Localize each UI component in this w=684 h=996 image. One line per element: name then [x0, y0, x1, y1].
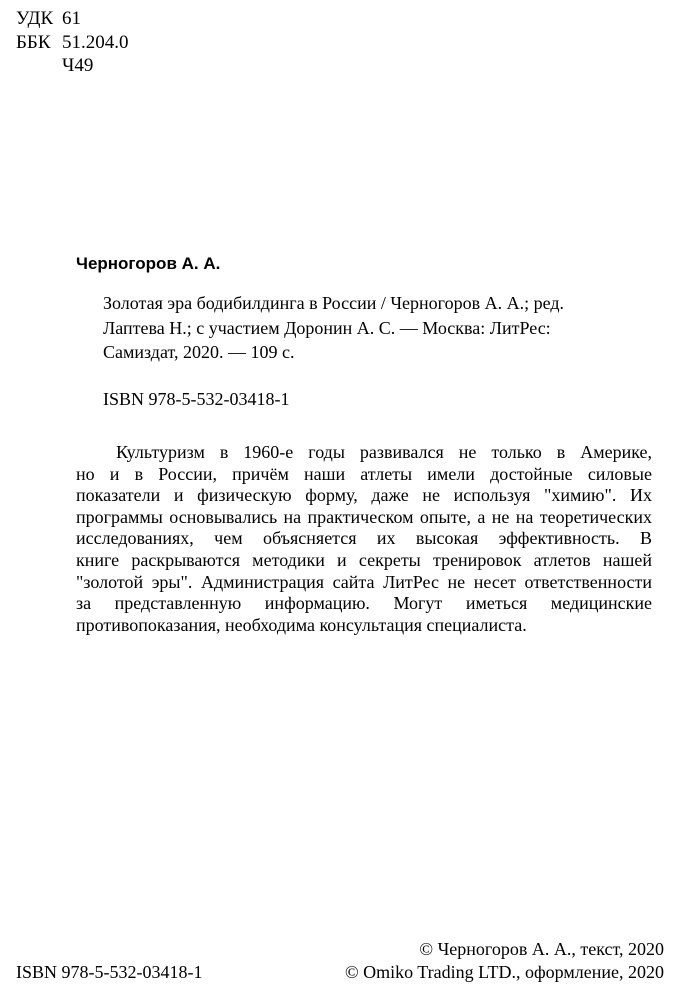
annotation-line: Культуризм в 1960-е годы развивался не только в Америке, — [116, 442, 652, 462]
udk-label: УДК — [16, 8, 54, 29]
annotation-line: за представленную информацию. Могут иметься медицинские — [76, 593, 652, 614]
annotation-line: книге раскрываются методики и секреты тренировок атлетов нашей — [76, 549, 652, 570]
copyright-design: © Omiko Trading LTD., оформление, 2020 — [344, 962, 664, 982]
bibliographic-line-1: Золотая эра бодибилдинга в России / Черногоров А. А.; ред. — [103, 293, 565, 313]
annotation-line: показатели и физическую форму, даже не используя "химию". Их — [76, 485, 652, 506]
bbk-label: ББК — [16, 32, 51, 53]
annotation-line: противопоказания, необходима консультация специалиста. — [76, 614, 527, 635]
author-mark: Ч49 — [62, 55, 94, 76]
copyright-text: © Черногоров А. А., текст, 2020 — [419, 939, 664, 959]
udk-value: 61 — [62, 8, 81, 29]
bibliographic-line-3: Самиздат, 2020. — 109 с. — [103, 342, 295, 362]
isbn: ISBN 978-5-532-03418-1 — [103, 389, 290, 409]
bbk-row — [16, 32, 216, 54]
annotation — [76, 442, 652, 636]
bbk-value: 51.204.0 — [62, 32, 129, 53]
author-heading: Черногоров А. А. — [76, 254, 221, 273]
annotation-line: исследованиях, чем объясняется их высокая эффективность. В — [76, 528, 652, 549]
footer-isbn: ISBN 978-5-532-03418-1 — [16, 962, 203, 982]
annotation-line: программы основывались на практическом опыте, а не на теоретических — [76, 506, 652, 527]
author-mark-row — [16, 55, 216, 77]
udk-row — [16, 8, 216, 30]
bibliographic-line-2: Лаптева Н.; с участием Доронин А. С. — Москва: ЛитРес: — [103, 318, 551, 338]
annotation-line: но и в России, причём наши атлеты имели достойные силовые — [76, 463, 652, 484]
annotation-line: "золотой эры". Администрация сайта ЛитРес не несет ответственности — [76, 571, 652, 592]
